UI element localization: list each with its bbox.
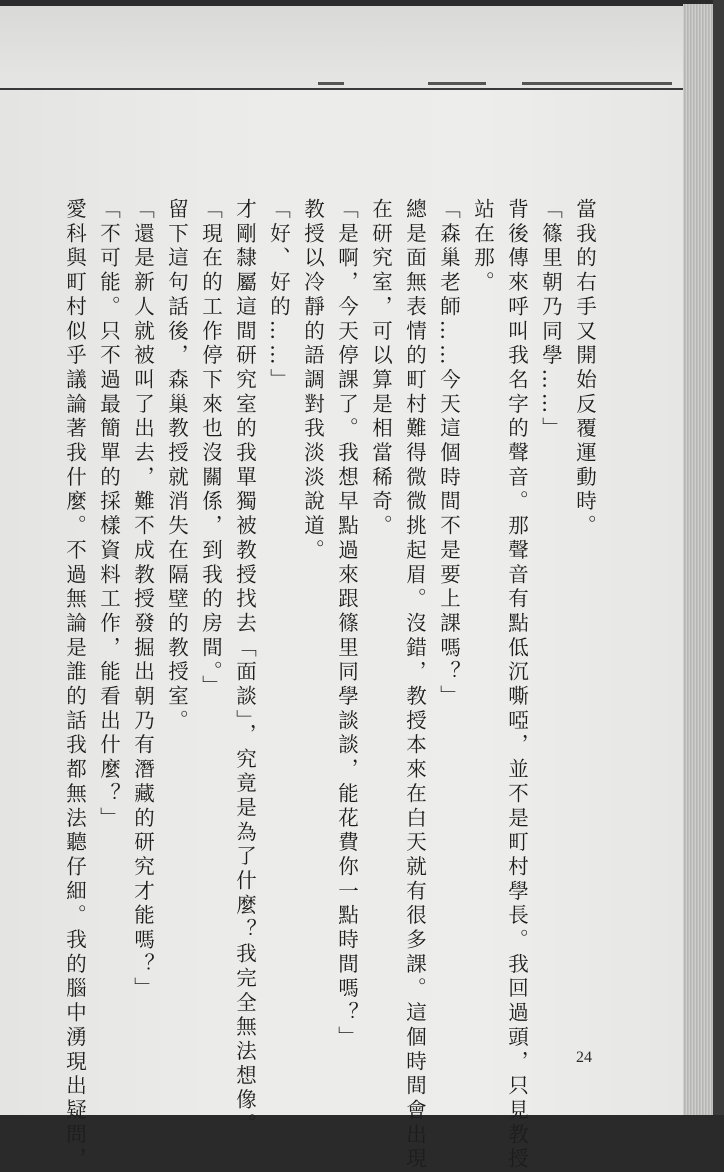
text-column: 教授以冷靜的語調對我淡淡說道。 — [300, 198, 325, 564]
header-mark — [522, 82, 672, 85]
page-header-band — [0, 6, 690, 88]
header-rule — [0, 88, 685, 90]
header-mark — [428, 82, 486, 85]
text-column: 「森巢老師……今天這個時間不是要上課嗎？」 — [436, 198, 461, 710]
book-page — [0, 6, 690, 1172]
spine-shadow — [713, 0, 724, 1115]
text-column: 「篠里朝乃同學……」 — [538, 198, 563, 442]
text-column: 背後傳來呼叫我名字的聲音。那聲音有點低沉嘶啞，並不是町村學長。我回過頭，只見教授 — [504, 198, 529, 1172]
text-column: 才剛隸屬這間研究室的我單獨被教授找去「面談」，究竟是為了什麼？我完全無法想像。 — [232, 198, 257, 1138]
text-column: 「現在的工作停下來也沒關係，到我的房間。」 — [198, 198, 223, 700]
text-column: 「不可能。只不過最簡單的採樣資料工作，能看出什麼？」 — [96, 198, 121, 832]
text-column: 「好、好的……」 — [266, 198, 291, 393]
page-number: 24 — [576, 1049, 592, 1066]
text-column: 總是面無表情的町村難得微微挑起眉。沒錯，教授本來在白天就有很多課。這個時間會出現 — [402, 198, 427, 1172]
text-column: 留下這句話後，森巢教授就消失在隔壁的教授室。 — [164, 198, 189, 734]
text-column: 站在那。 — [470, 198, 495, 296]
text-column: 愛科與町村似乎議論著我什麼。不過無論是誰的話我都無法聽仔細。我的腦中湧現出疑問， — [62, 198, 87, 1172]
text-column: 「是啊，今天停課了。我想早點過來跟篠里同學談談，能花費你一點時間嗎？」 — [334, 198, 359, 1051]
text-column: 在研究室，可以算是相當稀奇。 — [368, 198, 393, 539]
header-mark — [318, 82, 344, 85]
text-column: 「還是新人就被叫了出去，難不成教授發掘出朝乃有潛藏的研究才能嗎？」 — [130, 198, 155, 1002]
text-column: 當我的右手又開始反覆運動時。 — [572, 198, 597, 539]
page-edges — [683, 4, 713, 1115]
